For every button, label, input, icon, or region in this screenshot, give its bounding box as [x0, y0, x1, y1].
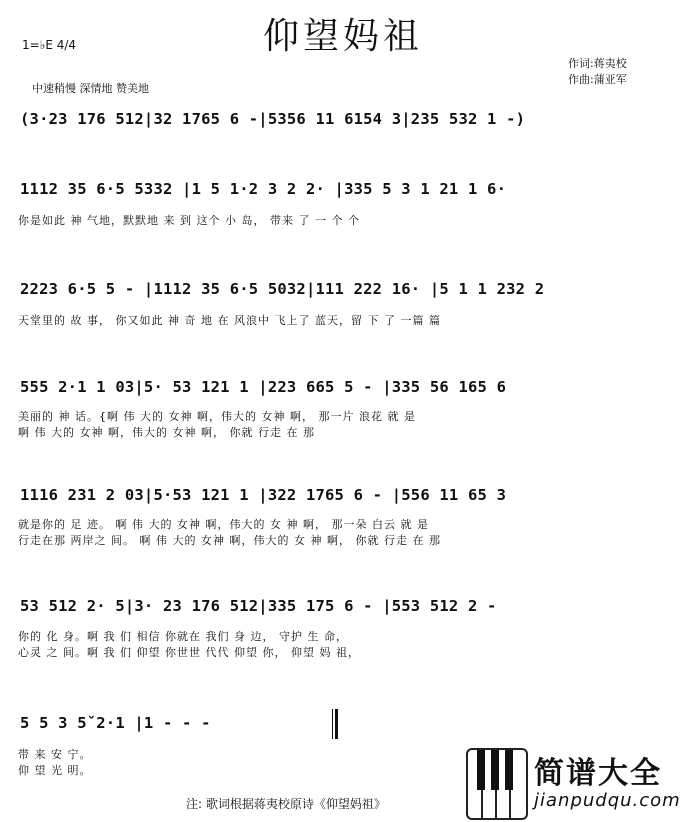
lyric-row-2: 天堂里的 故 事， 你又如此 神 奇 地 在 风浪中 飞上了 蓝天，留 下 了 一篇 篇: [18, 314, 441, 327]
lyricist-credit: 作词:蒋夷校: [568, 57, 627, 70]
lyric-row-5a: 你的 化 身。啊 我 们 相信 你就在 我们 身 边， 守护 生 命，: [18, 630, 348, 643]
final-barline: [332, 709, 338, 739]
footnote: 注: 歌词根据蒋夷校原诗《仰望妈祖》: [186, 797, 386, 811]
credits: [568, 56, 627, 88]
watermark-name: 简谱大全: [534, 756, 662, 791]
key-signature: 1=♭E 4/4: [22, 38, 77, 52]
piano-keys-icon: [466, 748, 528, 820]
lyric-row-6a: 带 来 安 宁。: [18, 748, 92, 761]
notation-row-3: 555 2·1 1 03|5· 53 121 1 |223 665 5 - |335 56 165 6: [20, 378, 507, 396]
lyric-row-4a: 就是你的 足 迹。 啊 伟 大的 女神 啊，伟大的 女 神 啊， 那一朵 白云 就 是: [18, 518, 429, 531]
lyric-row-3a: 美丽的 神 话。{啊 伟 大的 女神 啊，伟大的 女神 啊， 那一片 浪花 就 是: [18, 410, 416, 423]
notation-row-2: 2223 6·5 5 - |1112 35 6·5 5032|111 222 16· |5 1 1 232 2: [20, 280, 545, 298]
notation-row-5: 53 512 2· 5|3· 23 176 512|335 175 6 - |553 512 2 -: [20, 597, 497, 615]
tempo-marking: 中速稍慢 深情地 赞美地: [32, 82, 149, 95]
watermark-logo: [466, 748, 684, 818]
lyric-row-5b: 心灵 之 间。啊 我 们 仰望 你世世 代代 仰望 你， 仰望 妈 祖，: [18, 646, 360, 659]
notation-row-4: 1116 231 2 03|5·53 121 1 |322 1765 6 - |556 11 65 3: [20, 486, 507, 504]
song-title: 仰望妈祖: [262, 16, 423, 57]
notation-row-6: 5 5 3 5ˇ2·1 |1 - - -: [20, 714, 211, 732]
lyric-row-6b: 仰 望 光 明。: [18, 764, 92, 777]
notation-row-1: 1112 35 6·5 5332 |1 5 1·2 3 2 2· |335 5 3 1 21 1 6·: [20, 180, 507, 198]
lyric-row-3b: 啊 伟 大的 女神 啊，伟大的 女神 啊， 你就 行走 在 那: [18, 426, 315, 439]
lyric-row-4b: 行走在那 两岸之 间。 啊 伟 大的 女神 啊，伟大的 女 神 啊， 你就 行走 在 那: [18, 534, 441, 547]
notation-row-intro: (3·23 176 512|32 1765 6 -|5356 11 6154 3|235 532 1 -): [20, 110, 526, 128]
watermark-url: jianpudqu.com: [534, 790, 681, 811]
composer-credit: 作曲:蒲亚军: [568, 73, 627, 86]
lyric-row-1: 你是如此 神 气地，默默地 来 到 这个 小 岛， 带来 了 一 个 个: [18, 214, 360, 227]
